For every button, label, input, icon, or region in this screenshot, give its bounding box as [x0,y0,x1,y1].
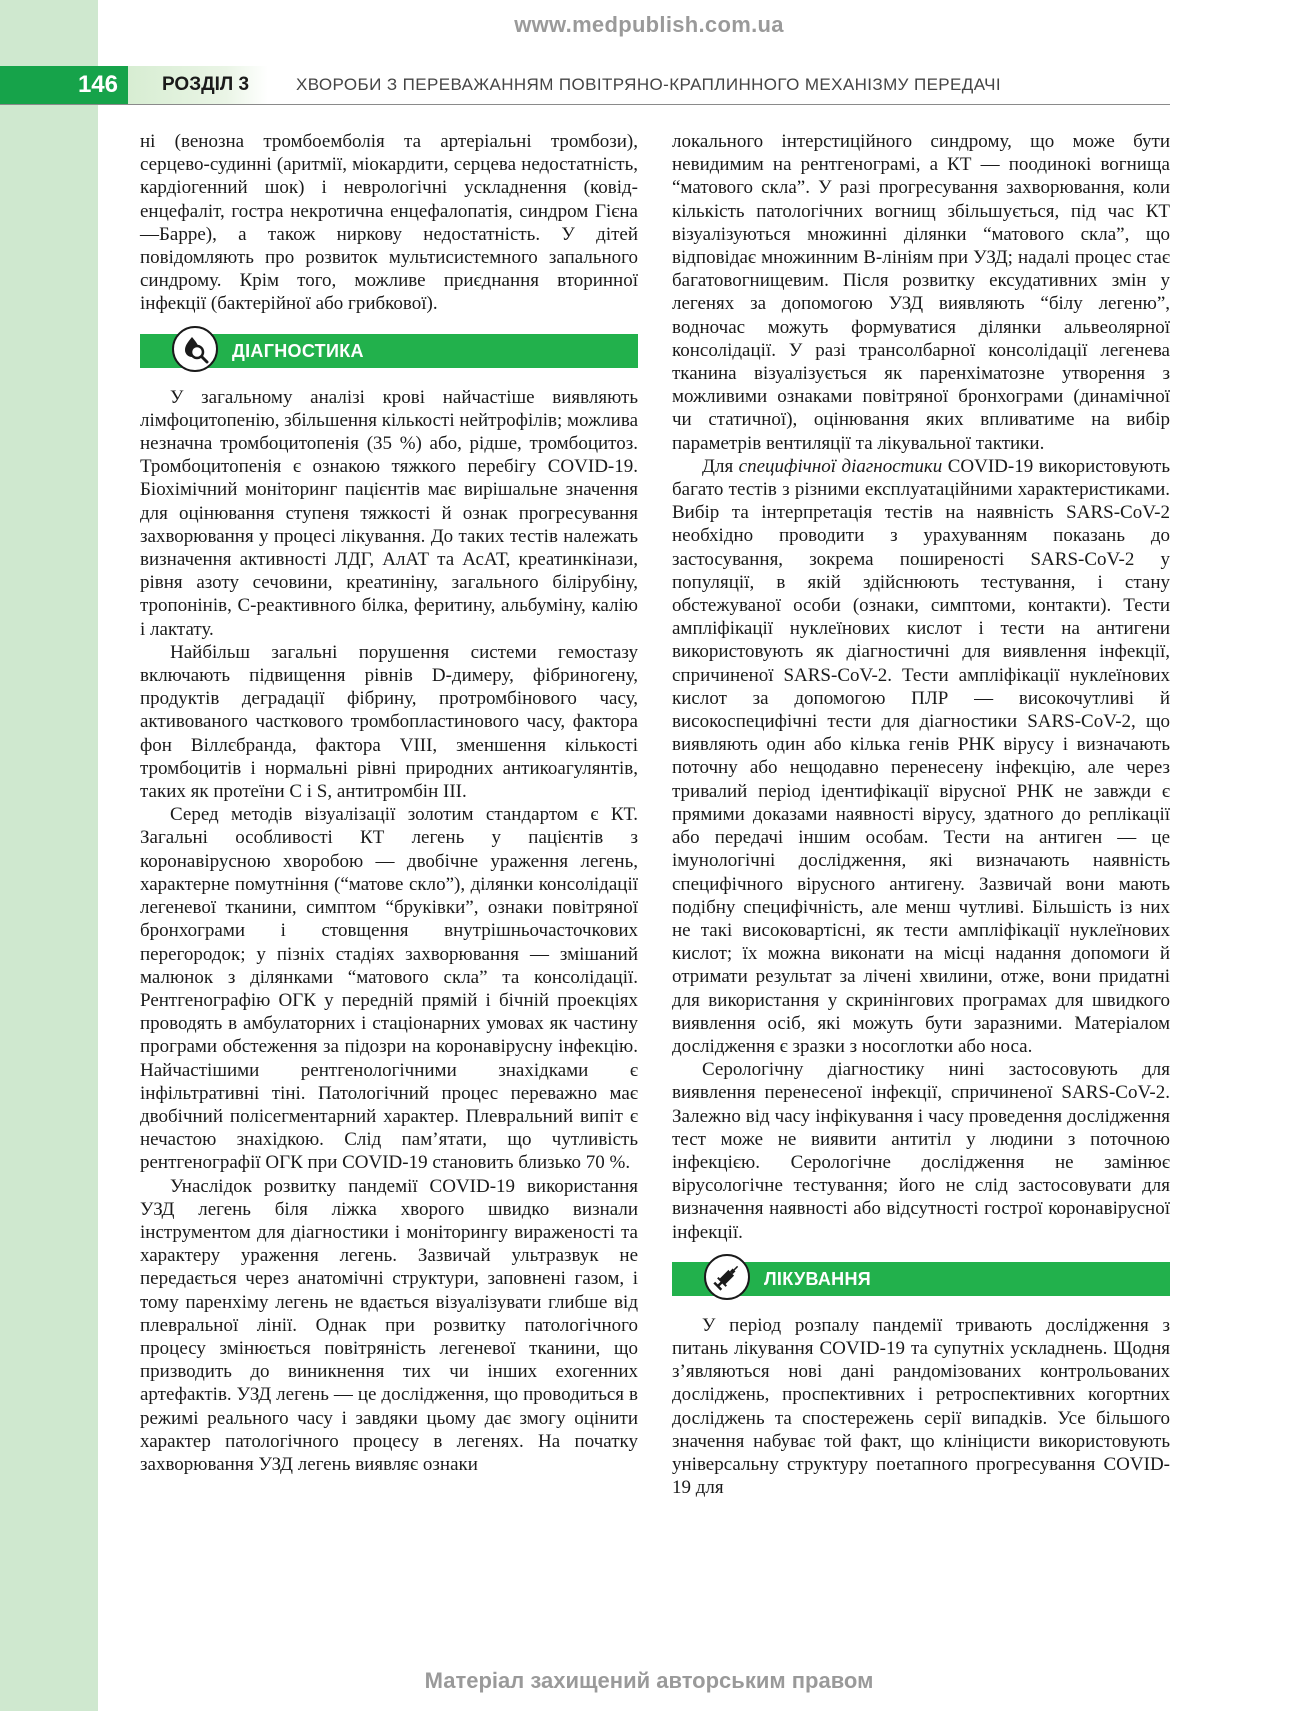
paragraph: ні (венозна тромбоемболія та артеріальні тромбози), серцево-судинні (аритмії, міокардити, серцева недостатність, кардіогенний шок) і неврологічні ускладнення (ковід-енцефаліт, гостра некротична енцефалопатія, синдром Гієна—Барре), а також ниркову недостатність. У дітей повідомляють про розвиток мультисистемного запального синдрому. Крім того, можливе приєднання вторинної інфекції (бактерійної або грибкової). [140,131,638,315]
running-header [0,66,1170,105]
watermark-bottom: Матеріал захищений авторським правом [424,1668,874,1693]
right-column [672,130,1170,1499]
header-title: ХВОРОБИ З ПЕРЕВАЖАННЯМ ПОВІТРЯНО-КРАПЛИННОГО МЕХАНІЗМУ ПЕРЕДАЧІ [296,75,1001,94]
paragraph-lead: Для [702,455,739,477]
syringe-icon [704,1254,750,1300]
left-column [140,130,638,1476]
section-title: ЛІКУВАННЯ [764,1268,871,1289]
section-heading-diagnostics [140,334,638,368]
paragraph: Унаслідок розвитку пандемії COVID-19 використання УЗД легень біля ліжка хворого швидко визнали інструментом для діагностики і моніторингу вираженості та характеру ураження легень. Зазвичай ультразвук не передається через анатомічні структури, заповнені газом, і тому паренхіму легень не вдається візуалізувати глибше від плевральної лінії. Однак при розвитку патологічного процесу змінюється повітряність легеневої тканини, що призводить до виникнення тих чи інших ехогенних артефактів. УЗД легень — це дослідження, що проводиться в режимі реального часу і завдяки цьому дає змогу оцінити характер патологічного процесу в легенях. На початку захворювання УЗД легень виявляє ознаки [140,1175,638,1475]
paragraph: У період розпалу пандемії тривають дослідження з питань лікування COVID-19 та супутніх ускладнень. Щодня з’являються нові дані рандомізованих контрольованих досліджень, проспективних і ретроспективних когортних досліджень та спостережень серії випадків. Усе більшого значення набуває той факт, що клініцисти використовують універсальну структуру поетапного прогресування COVID-19 для [672,1314,1170,1499]
paragraph: Серед методів візуалізації золотим стандартом є КТ. Загальні особливості КТ легень у пацієнтів з коронавірусною хворобою — двобічне ураження легень, характерне помутніння (“матове скло”), ділянки консолідації легеневої тканини, симптом “бруківки”, ознаки повітряної бронхограми і стовщення внутрішньочасточкових перегородок; у пізніх стадіях захворювання — змішаний малюнок з ділянками “матового скла” та консолідації. Рентгенографію ОГК у передній прямій і бічній проекціях проводять в амбулаторних і стаціонарних умовах як частину програми обстеження за підозри на коронавірусну інфекцію. Найчастішими рентгенологічними знахідками є інфільтративні тіні. Патологічний процес переважно має двобічний полісегментарний характер. Плевральний випіт є нечастою знахідкою. Слід пам’ятати, що чутливість рентгенографії ОГК при COVID-19 становить близько 70 %. [140,804,638,1174]
section-label: РОЗДІЛ 3 [128,66,268,104]
paragraph-rest: COVID-19 використовують багато тестів з різними експлуатаційними характеристиками. Вибір та інтерпретація тестів на наявність SARS-CoV-2 необхідно проводити з урахуванням показань до застосування, зокрема поширеності SARS-CoV-2 у популяції, в якій здійснюють тестування, і стану обстежуваної особи (ознаки, симптоми, контакти). Тести ампліфікації нуклеїнових кислот і тести на антигени використовують як діагностичні для виявлення інфекції, спричиненої SARS-CoV-2. Тести ампліфікації нуклеїнових кислот за допомогою ПЛР — високочутливі й високоспецифічні тести для діагностики SARS-CoV-2, що виявляють один або кілька генів РНК вірусу і визначають поточну або нещодавно перенесену інфекцію, але через тривалий період ідентифікації вірусної РНК не завжди є прямими доказами наявності вірусу, здатного до реплікації або передачі іншим особам. Тести на антиген — це імунологічні дослідження, які визначають наявність специфічного вірусного антигену. Зазвичай вони мають подібну специфічність, але менш чутливі. Більшість із них не такі високовартісні, як тести ампліфікації нуклеїнових кислот; їх можна виконати на місці надання допомоги й отримати результат за лічені хвилини, отже, вони придатні для використання у скринінгових програмах для швидкого виявлення осіб, які можуть бути заразними. Матеріалом дослідження є зразки з носоглотки або носа. [672,455,1170,1057]
paragraph: локального інтерстиційного синдрому, що може бути невидимим на рентгенограмі, а КТ — поодинокі вогнища “матового скла”. У разі прогресування захворювання, коли кількість патологічних вогнищ збільшується, під час КТ візуалізуються множинні ділянки “матового скла”, що відповідає множинним B-лініям при УЗД; надалі процес стає багатовогнищевим. Після розвитку ексудативних змін у легенях за допомогою УЗД виявляють “білу легеню”, водночас можуть формуватися ділянки альвеолярної консолідації. У разі трансолбарної консолідації легенева тканина візуалізується як паренхіматозне утворення з можливими ознаками повітряної бронхограми (динамічної чи статичної), оцінювання яких впливатиме на вибір параметрів вентиляції та лікувальної тактики. [672,131,1170,454]
emphasis-term: специфічної діагностики [738,455,943,477]
watermark-top: www.medpublish.com.ua [514,12,784,37]
paragraph: Серологічну діагностику нині застосовують для виявлення перенесеної інфекції, спричиненої SARS-CoV-2. Залежно від часу інфікування і часу проведення дослідження тест може не виявити антитіл у людини з поточною інфекцією. Серологічне дослідження не замінює вірусологічне тестування; його не слід застосовувати для визначення наявності або відсутності гострої коронавірусної інфекції. [672,1059,1170,1243]
section-heading-treatment [672,1262,1170,1296]
paragraph [672,455,1170,1058]
side-band [0,0,98,1711]
section-title: ДІАГНОСТИКА [232,340,364,361]
page-number: 146 [0,66,128,104]
paragraph: Найбільш загальні порушення системи гемостазу включають підвищення рівнів D-димеру, фібриногену, продуктів деградації фібрину, протромбінового часу, активованого часткового тромбопластинового часу, фактора фон Віллєбранда, фактора VIII, зменшення кількості тромбоцитів і нормальні рівні природних антикоагулянтів, таких як протеїни C і S, антитромбін III. [140,641,638,803]
magnifier-icon [172,326,218,372]
paragraph: У загальному аналізі крові найчастіше виявляють лімфоцитопенію, збільшення кількості нейтрофілів; можлива незначна тромбоцитопенія (35 %) або, рідше, тромбоцитоз. Тромбоцитопенія є ознакою тяжкого перебігу COVID-19. Біохімічний моніторинг пацієнтів має вирішальне значення для оцінювання ступеня тяжкості й ознак прогресування захворювання у процесі лікування. До таких тестів належать визначення активності ЛДГ, АлАТ та АсАТ, креатинкінази, рівня азоту сечовини, креатиніну, загального білірубіну, тропонінів, С-реактивного білка, феритину, альбуміну, калію і лактату. [140,386,639,640]
